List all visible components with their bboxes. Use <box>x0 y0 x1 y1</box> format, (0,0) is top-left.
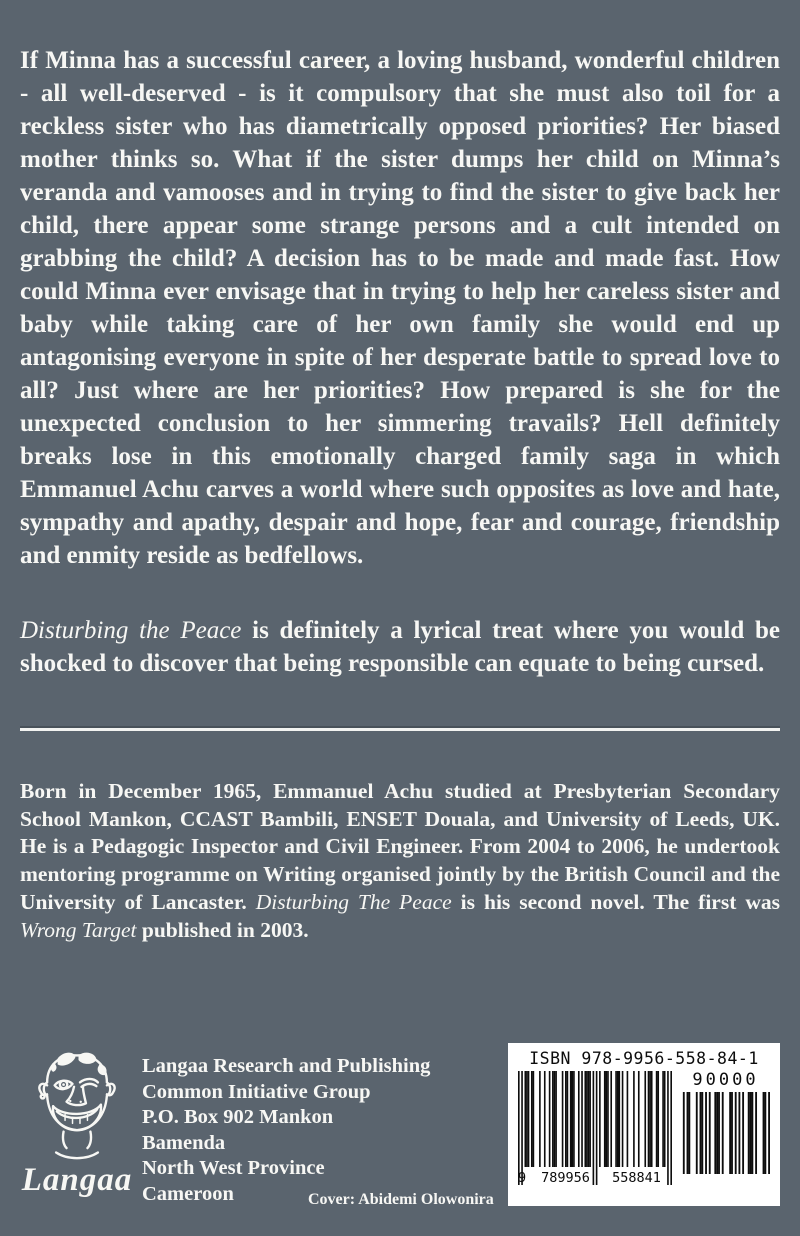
langaa-logotype: Langaa <box>21 1162 133 1198</box>
publisher-address-block <box>142 1054 430 1207</box>
bio-text-2: is his second novel. The first was <box>451 889 780 914</box>
tagline-text: is definitely a lyrical treat where you would be shocked to discover that being responsible can equate to being cursed. <box>20 617 781 677</box>
publisher-line: Common Initiative Group <box>142 1080 371 1103</box>
ean13-right-digits: 558841 <box>612 1169 661 1186</box>
ean13-left-digits: 789956 <box>541 1169 590 1186</box>
bio-text-3: published in 2003. <box>136 917 309 942</box>
book-title-italic: Disturbing the Peace <box>20 617 242 644</box>
publisher-line: P.O. Box 902 Mankon <box>142 1106 334 1128</box>
ean13-digits-row <box>518 1169 672 1186</box>
langaa-mask-icon <box>22 1048 132 1160</box>
imprint-strip <box>0 1040 800 1236</box>
publisher-logo <box>16 1048 138 1197</box>
synopsis-text: If Minna has a successful career, a loving husband, wonderful children - all well-deserved - is it compulsory that she must also toil for a reckless sister who has diametrically opposed priorities? Her biased mother thinks so. What if the sister dumps her child on Minna’s veranda and vamooses and in trying to find the sister to give back her child, there appear some strange persons and a cult intended on grabbing the child? A decision has to be made and made fast. How could Minna ever envisage that in trying to help her careless sister and baby while taking care of her own family she would end up antagonising everyone in spite of her desperate battle to spread love to all? Just where are her priorities? How prepared is she for the unexpected conclusion to her simmering travails? Hell definitely breaks lose in this emotionally charged family saga in which Emmanuel Achu carves a world where such opposites as love and hate, sympathy and apathy, despair and hope, fear and courage, friendship and enmity reside as bedfellows. <box>20 47 780 569</box>
barcode-bars-row <box>518 1071 770 1185</box>
bio-text-1: Born in December 1965, Emmanuel Achu studied at Presbyterian Secondary School Mankon, CCAST Bambili, ENSET Douala, and University of Leeds, UK. He is a Pedagogic Inspector and Civil Engineer. From 2004 to 2006, he undertook mentoring programme on Writing organised jointly by the British Council and the University of Lancaster. <box>20 779 780 914</box>
tagline-paragraph <box>20 614 780 680</box>
synopsis-paragraph <box>20 0 780 572</box>
isbn-number-label: ISBN 978-9956-558-84-1 <box>529 1049 759 1068</box>
ean13-barcode-image <box>518 1071 672 1185</box>
publisher-line: Langaa Research and Publishing <box>142 1055 431 1077</box>
cover-credit: Cover: Abidemi Olowonira <box>308 1191 494 1208</box>
publisher-line: Bamenda <box>142 1131 226 1154</box>
ean5-barcode-image <box>681 1092 770 1174</box>
divider-rule <box>20 728 780 731</box>
publisher-line: North West Province <box>142 1157 325 1179</box>
isbn-barcode-panel <box>508 1043 780 1206</box>
bio-title-wrong-target: Wrong Target <box>20 917 137 942</box>
author-bio-paragraph <box>20 778 780 944</box>
addon-price-code: 90000 <box>692 1070 759 1091</box>
bio-title-disturbing-the-peace: Disturbing The Peace <box>255 889 452 914</box>
ean13-first-digit: 9 <box>518 1169 527 1186</box>
ean5-addon <box>681 1071 770 1185</box>
ean13-barcode <box>518 1071 672 1185</box>
publisher-line: Cameroon <box>142 1182 234 1205</box>
